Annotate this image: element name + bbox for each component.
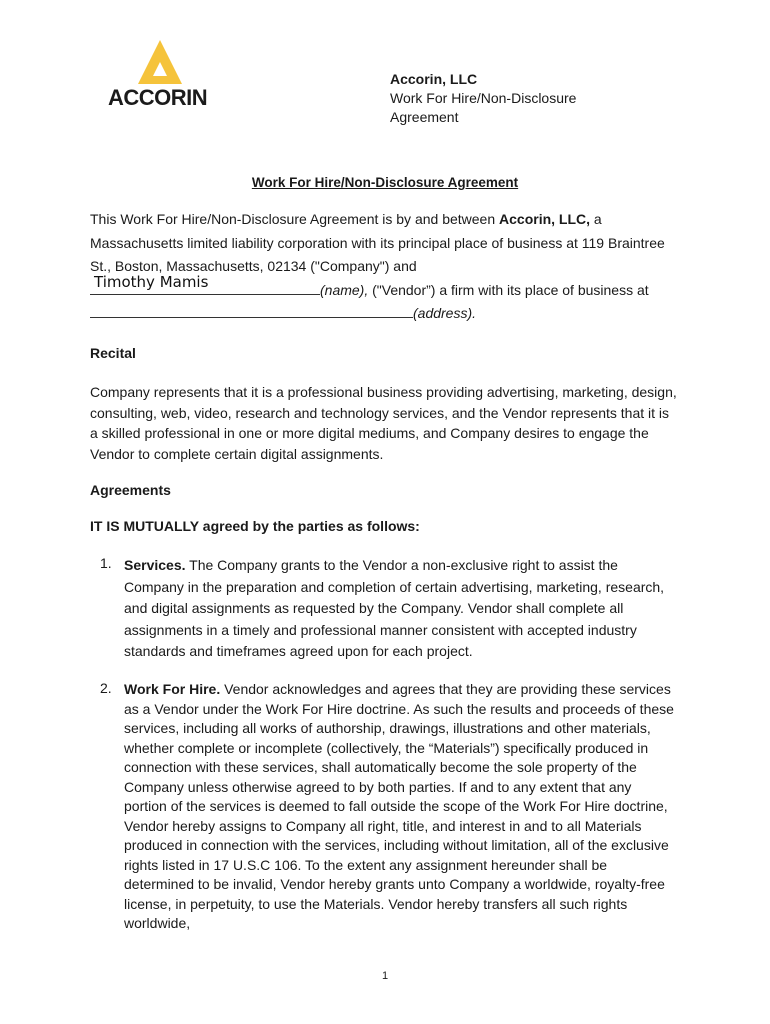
vendor-name-field[interactable] xyxy=(90,273,320,295)
header-line-2: Work For Hire/Non-Disclosure xyxy=(390,90,577,106)
header-line-3: Agreement xyxy=(390,109,459,125)
vendor-address-field[interactable] xyxy=(90,303,413,318)
agreements-heading: Agreements xyxy=(90,482,171,498)
intro-text-2: a Massachusetts limited liability corporation with its principal place of business at 119 Braintree St., Boston, Massachusetts, 02134 ("Company") and xyxy=(90,211,665,274)
vendor-name-value: Timothy Mamis xyxy=(94,273,209,291)
recital-paragraph: Company represents that it is a professional business providing advertising, marketing, design, consulting, web, video, research and technology services, and the Vendor represents that it is a skilled professional in one or more digital mediums, and Company desires to engage the Vendor to complete certain digital assignments. xyxy=(90,384,677,462)
header-company: Accorin, LLC xyxy=(390,71,478,87)
intro-text-3: ("Vendor”) a firm with its place of business at xyxy=(368,281,649,298)
list-item-number: 2. xyxy=(100,680,112,696)
logo-wordmark: ACCORIN xyxy=(108,85,208,110)
list-item-body xyxy=(124,680,674,934)
logo-triangle-icon xyxy=(138,40,182,84)
address-label: (address). xyxy=(413,305,477,321)
accorin-logo xyxy=(108,40,212,110)
intro-company: Accorin, LLC, xyxy=(499,211,591,227)
list-item-text: Vendor acknowledges and agrees that they are providing these services as a Vendor under the Work For Hire doctrine. As such the results and proceeds of these services, including all works of authorship, drawings, illustrations and other materials, whether complete or incomplete (collectively, the “Materials”) specifically produced in connection with these services, shall automatically become the sole property of the Company unless otherwise agreed to by both parties. If and to any extent that any portion of the services is deemed to fall outside the scope of the Work For Hire doctrine, Vendor hereby assigns to Company all right, title, and interest in and to all Materials produced in connection with the services, including without limitation, all of the exclusive rights listed in 17 U.S.C 106. To the extent any assignment hereunder shall be determined to be invalid, Vendor hereby grants unto Company a worldwide, royalty-free license, in perpetuity, to use the Materials. Vendor hereby transfers all such rights worldwide, xyxy=(124,681,674,931)
recital-heading: Recital xyxy=(90,345,136,361)
name-label: (name), xyxy=(320,281,369,298)
intro-text-1: This Work For Hire/Non-Disclosure Agreement is by and between xyxy=(90,211,500,227)
mutual-agreement-line: IT IS MUTUALLY agreed by the parties as follows: xyxy=(90,518,420,534)
list-item-heading: Work For Hire. xyxy=(124,681,221,697)
page-number: 1 xyxy=(381,970,389,982)
document-title: Work For Hire/Non-Disclosure Agreement xyxy=(251,175,519,190)
document-header xyxy=(390,70,576,127)
list-item-heading: Services. xyxy=(124,557,186,573)
list-item-body xyxy=(124,555,674,663)
list-item-text: The Company grants to the Vendor a non-exclusive right to assist the Company in the preparation and completion of certain advertising, marketing, research, and digital assignments as requested by the Company. Vendor shall complete all assignments in a timely and professional manner consistent with accepted industry standards and timeframes agreed upon for each project. xyxy=(124,557,665,659)
intro-paragraph xyxy=(90,208,680,326)
list-item-number: 1. xyxy=(100,555,112,571)
